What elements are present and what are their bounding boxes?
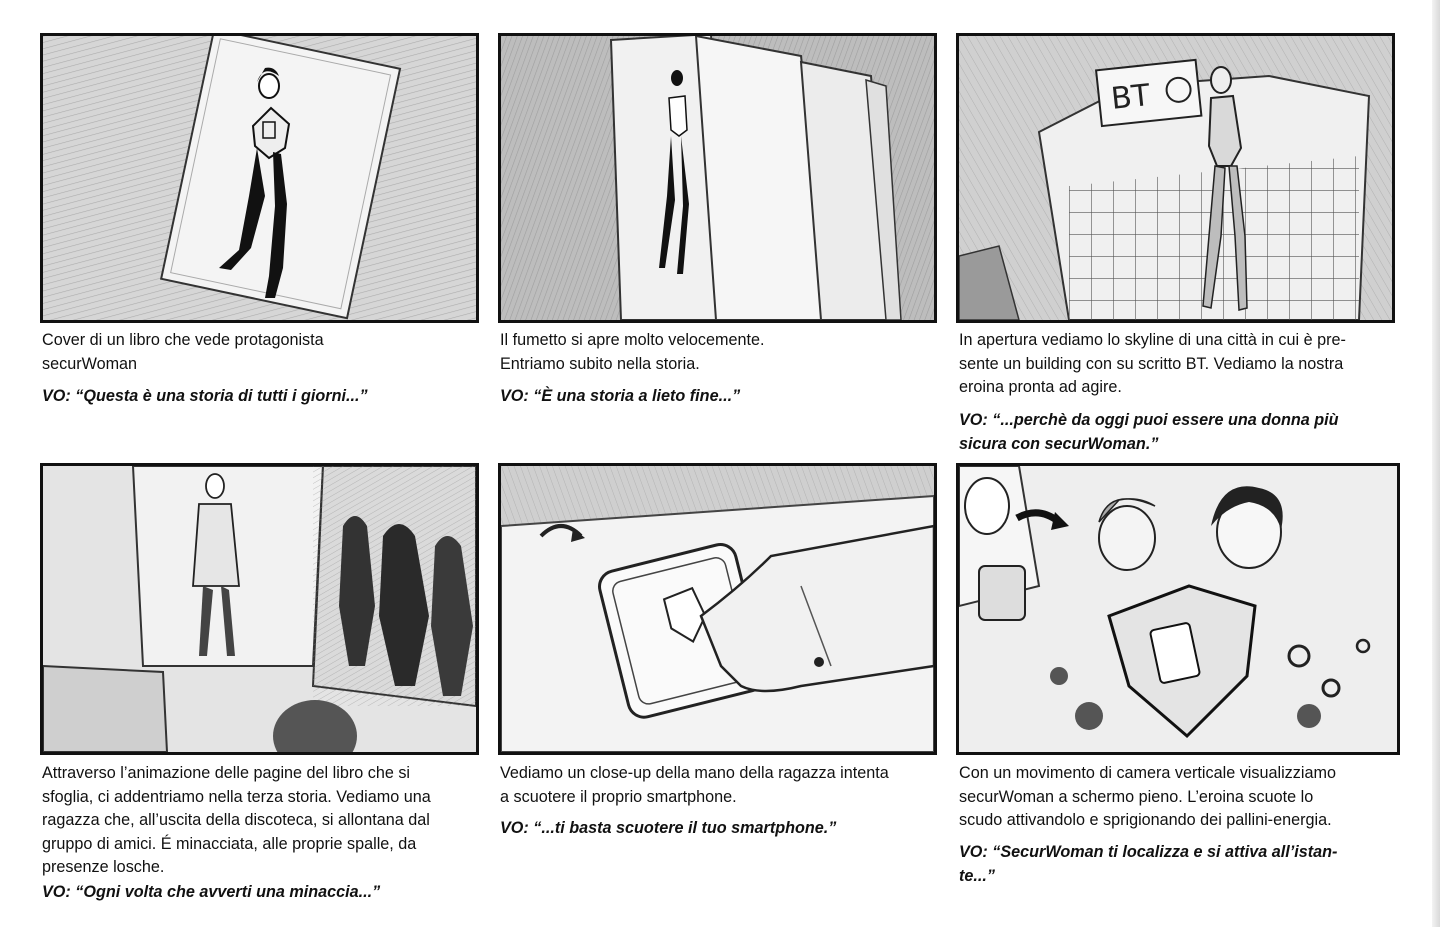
voiceover-6 [959, 840, 1392, 888]
caption-6-line-1: Con un movimento di camera verticale visualizziamo [959, 764, 1336, 782]
page-edge-shadow [1432, 0, 1440, 927]
caption-4-line-3: ragazza che, all’uscita della discoteca, si allontana dal [42, 811, 430, 829]
sketch-securwoman-full-screen [959, 466, 1397, 752]
caption-6 [959, 762, 1392, 833]
caption-2-line-1: Il fumetto si apre molto velocemente. [500, 331, 765, 349]
caption-6-line-3: scudo attivandolo e sprigionando dei pallini-energia. [959, 811, 1332, 829]
storyboard-panel-5-hand-smartphone [498, 463, 937, 755]
sketch-girl-threatened [43, 466, 476, 752]
voiceover-1-line-1: VO: “Questa è una storia di tutti i giorni...” [42, 387, 368, 405]
voiceover-6-line-2: te...” [959, 867, 995, 885]
caption-2-line-2: Entriamo subito nella storia. [500, 354, 700, 373]
voiceover-4 [42, 880, 475, 904]
caption-1-line-2: securWoman [42, 354, 138, 373]
caption-3 [959, 329, 1392, 400]
caption-4-line-1: Attraverso l’animazione delle pagine del libro che si [42, 764, 411, 782]
voiceover-5-line-1: VO: “...ti basta scuotere il tuo smartphone.” [500, 819, 837, 837]
caption-1 [42, 329, 478, 376]
storyboard-panel-1-book-cover [40, 33, 479, 323]
caption-4-line-5: presenze losche. [42, 858, 165, 876]
caption-4 [42, 762, 475, 880]
sketch-hand-shaking-smartphone [501, 466, 934, 752]
caption-3-line-2: sente un building con su scritto BT. Vediamo la nostra [959, 354, 1344, 373]
voiceover-3-line-1: VO: “...perchè da oggi puoi essere una donna più [959, 411, 1339, 429]
voiceover-6-line-1: VO: “SecurWoman ti localizza e si attiva all’istan- [959, 843, 1338, 861]
caption-5-line-1: Vediamo un close-up della mano della ragazza intenta [500, 764, 889, 782]
voiceover-2 [500, 384, 936, 408]
sketch-city-skyline [959, 36, 1392, 320]
storyboard-panel-4-girl-threatened [40, 463, 479, 755]
voiceover-4-line-1: VO: “Ogni volta che avverti una minaccia...” [42, 883, 381, 901]
caption-5-line-2: a scuotere il proprio smartphone. [500, 787, 737, 806]
voiceover-1 [42, 384, 478, 408]
sketch-book-cover [43, 36, 476, 320]
caption-5 [500, 762, 936, 809]
voiceover-3 [959, 408, 1392, 456]
voiceover-5 [500, 816, 936, 840]
storyboard-panel-2-book-opening [498, 33, 937, 323]
caption-3-line-1: In apertura vediamo lo skyline di una città in cui è pre- [959, 331, 1346, 349]
voiceover-2-line-1: VO: “È una storia a lieto fine...” [500, 387, 741, 405]
caption-6-line-2: securWoman a schermo pieno. L’eroina scuote lo [959, 787, 1314, 806]
caption-2 [500, 329, 936, 376]
voiceover-3-line-2: sicura con securWoman.” [959, 435, 1159, 453]
storyboard-panel-6-securwoman [956, 463, 1400, 755]
caption-4-line-4: gruppo di amici. É minacciata, alle proprie spalle, da [42, 834, 417, 853]
sketch-book-opening [501, 36, 934, 320]
caption-1-line-1: Cover di un libro che vede protagonista [42, 331, 324, 349]
caption-3-line-3: eroina pronta ad agire. [959, 378, 1122, 396]
caption-4-line-2: sfoglia, ci addentriamo nella terza storia. Vediamo una [42, 787, 431, 806]
storyboard-panel-3-city-skyline [956, 33, 1395, 323]
bt-sign-text: BT [1109, 77, 1152, 117]
